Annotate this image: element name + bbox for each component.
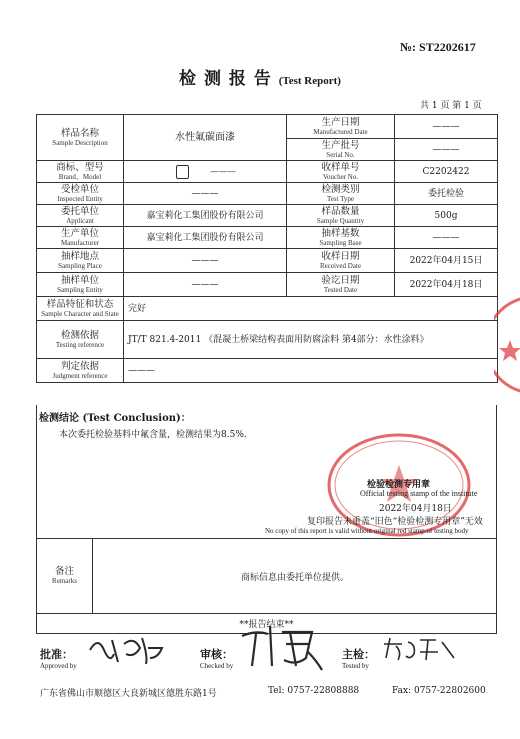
tested-value: 2022年04月18日 — [395, 273, 498, 297]
approved-label-en: Approved by — [40, 662, 77, 670]
footer-fax: Fax: 0757-22802600 — [392, 686, 486, 696]
page-info: 共 1 页 第 1 页 — [420, 101, 482, 111]
inspected-value: ——— — [124, 183, 287, 205]
quantity-value: 500g — [395, 205, 498, 227]
recv-value: 2022年04月15日 — [395, 249, 498, 273]
sample-desc-value: 水性氟碳面漆 — [124, 115, 287, 161]
manufacturer-value: 嘉宝莉化工集团股份有限公司 — [124, 227, 287, 249]
stamp-date: 2022年04月18日 — [379, 504, 452, 514]
manufacturer-label: 生产单位 Manufacturer — [37, 227, 124, 249]
approved-label: 批准： — [40, 648, 73, 661]
brand-value: ——— — [124, 161, 287, 183]
copy-notice-en: No copy of this report is valid without original red stamp of testing body — [265, 527, 469, 535]
state-value: 完好 — [124, 297, 498, 321]
checked-label-en: Checked by — [200, 662, 234, 670]
report-end-text: **报告结束** — [239, 620, 294, 630]
quantity-label: 样品数量 Sample Quantity — [287, 205, 395, 227]
brand-logo-icon — [176, 165, 189, 179]
title-cn: 检 测 报 告 — [179, 69, 272, 89]
place-value: ——— — [124, 249, 287, 273]
judgment-label: 判定依据 Judgment reference — [37, 359, 124, 383]
checker-signature — [238, 622, 328, 674]
remarks-section — [36, 538, 497, 614]
report-title — [0, 64, 520, 89]
entity-label: 抽样单位 Sampling Entity — [37, 273, 124, 297]
testtype-value: 委托检验 — [395, 183, 498, 205]
tested-block — [342, 646, 375, 670]
voucher-value: C2202422 — [395, 161, 498, 183]
approved-block — [40, 646, 77, 670]
reference-value: JT/T 821.4-2011 《混凝土桥梁结构表面用防腐涂料 第4部分：水性涂料》 — [124, 321, 498, 359]
inspected-label: 受检单位 Inspected Entity — [37, 183, 124, 205]
copy-notice-cn: 复印报告未重盖“旧色“检验检测专用章”无效 — [307, 517, 483, 527]
approver-signature — [84, 630, 174, 670]
serial-label: 生产批号 Serial No. — [287, 139, 395, 161]
title-en: (Test Report) — [278, 75, 341, 87]
remarks-label: 备注 Remarks — [37, 538, 93, 613]
applicant-label: 委托单位 Applicant — [37, 205, 124, 227]
conclusion-text: 本次委托检验基料中氟含量，检测结果为8.5%. — [59, 430, 247, 440]
remarks-text: 商标信息由委托单位提供。 — [241, 573, 350, 583]
state-label: 样品特征和状态 Sample Character and State — [37, 297, 124, 321]
recv-label: 收样日期 Received Date — [287, 249, 395, 273]
conclusion-heading: 检测结论 (Test Conclusion)： — [39, 413, 191, 424]
stamp-label-en: Official testing stamp of the institute — [360, 489, 478, 498]
testtype-label: 检测类别 Test Type — [287, 183, 395, 205]
edge-seal-stamp — [494, 290, 520, 400]
tested-label-en: Tested by — [342, 662, 369, 670]
applicant-value: 嘉宝莉化工集团股份有限公司 — [124, 205, 287, 227]
reference-label: 检测依据 Testing reference — [37, 321, 124, 359]
checked-block — [200, 646, 233, 670]
tested-label: 验讫日期 Tested Date — [287, 273, 395, 297]
brand-label: 商标、型号 Brand、Model — [37, 161, 124, 183]
footer-address: 广东省佛山市顺德区大良新城区德胜东路1号 — [40, 689, 217, 699]
stamp-label-cn: 检验检测专用章 — [367, 480, 431, 490]
voucher-label: 收样单号 Voucher No. — [287, 161, 395, 183]
tested-label: 主检： — [342, 648, 375, 661]
place-label: 抽样地点 Sampling Place — [37, 249, 124, 273]
footer-tel: Tel: 0757-22808888 — [268, 686, 360, 696]
base-value: ——— — [395, 227, 498, 249]
mfg-date-label: 生产日期 Manufactured Date — [287, 115, 395, 139]
mfg-date-value: ——— — [395, 115, 498, 139]
conclusion-section — [36, 405, 497, 539]
judgment-value: ——— — [124, 359, 498, 383]
sample-desc-label: 样品名称 Sample Description — [37, 115, 124, 161]
entity-value: ——— — [124, 273, 287, 297]
sample-info-table — [36, 114, 498, 383]
base-label: 抽样基数 Sampling Base — [287, 227, 395, 249]
checked-label: 审核： — [200, 648, 233, 661]
report-number: №: ST2202617 — [400, 40, 476, 54]
tester-signature — [380, 634, 460, 664]
serial-value: ——— — [395, 139, 498, 161]
